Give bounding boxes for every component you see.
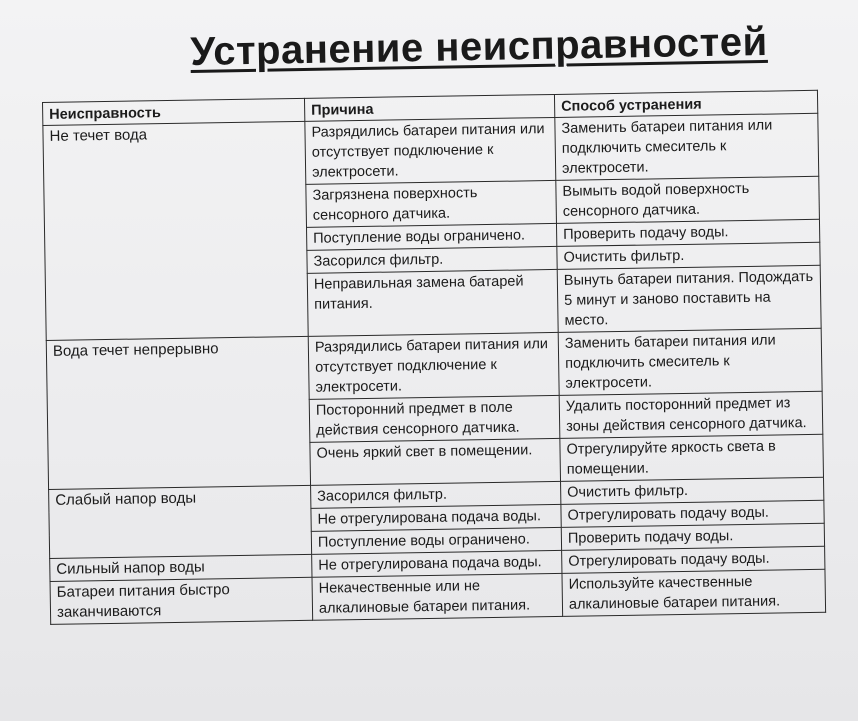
cause-cell: Поступление воды ограничено. [307, 223, 557, 250]
solution-cell: Отрегулировать подачу воды. [562, 546, 825, 573]
page-title: Устранение неисправностей [190, 19, 768, 74]
solution-cell: Проверить подачу воды. [556, 219, 819, 246]
solution-cell: Отрегулировать подачу воды. [561, 500, 824, 527]
cause-cell: Не отрегулирована подача воды. [312, 550, 562, 577]
solution-cell: Вынуть батареи питания. Подождать 5 минут и заново поставить на место. [557, 265, 821, 332]
header-cause: Причина [304, 94, 554, 121]
solution-cell: Очистить фильтр. [557, 242, 820, 269]
troubleshooting-table [42, 90, 826, 625]
header-solution: Способ устранения [554, 90, 817, 117]
cause-cell: Поступление воды ограничено. [311, 527, 561, 554]
issue-cell: Не течет вода [43, 121, 308, 340]
solution-cell: Очистить фильтр. [561, 477, 824, 504]
issue-cell: Сильный напор воды [50, 554, 312, 581]
cause-cell: Засорился фильтр. [307, 246, 557, 273]
issue-cell: Батареи питания быстро заканчиваются [50, 577, 313, 624]
cause-cell: Засорился фильтр. [311, 481, 561, 508]
cause-cell: Загрязнена поверхность сенсорного датчика. [306, 180, 557, 227]
solution-cell: Вымыть водой поверхность сенсорного датчика. [556, 176, 820, 223]
header-issue: Неисправность [43, 98, 305, 125]
cause-cell: Некачественные или не алкалиновые батареи питания. [312, 573, 563, 620]
solution-cell: Отрегулируйте яркость света в помещении. [560, 434, 824, 481]
cause-cell: Разрядились батареи питания или отсутствует подключение к электросети. [308, 332, 559, 399]
cause-cell: Неправильная замена батарей питания. [307, 269, 558, 336]
solution-cell: Заменить батареи питания или подключить смеситель к электросети. [558, 328, 822, 395]
solution-cell: Используйте качественные алкалиновые батареи питания. [562, 569, 826, 616]
issue-cell: Слабый напор воды [49, 485, 312, 558]
cause-cell: Очень яркий свет в помещении. [310, 438, 561, 485]
cause-cell: Не отрегулирована подача воды. [311, 504, 561, 531]
cause-cell: Посторонний предмет в поле действия сенсорного датчика. [309, 395, 560, 442]
solution-cell: Удалить посторонний предмет из зоны действия сенсорного датчика. [559, 391, 823, 438]
cause-cell: Разрядились батареи питания или отсутствует подключение к электросети. [305, 117, 556, 184]
troubleshooting-table-wrapper [42, 90, 826, 625]
solution-cell: Проверить подачу воды. [561, 523, 824, 550]
issue-cell: Вода течет непрерывно [46, 336, 310, 489]
solution-cell: Заменить батареи питания или подключить смеситель к электросети. [555, 113, 819, 180]
